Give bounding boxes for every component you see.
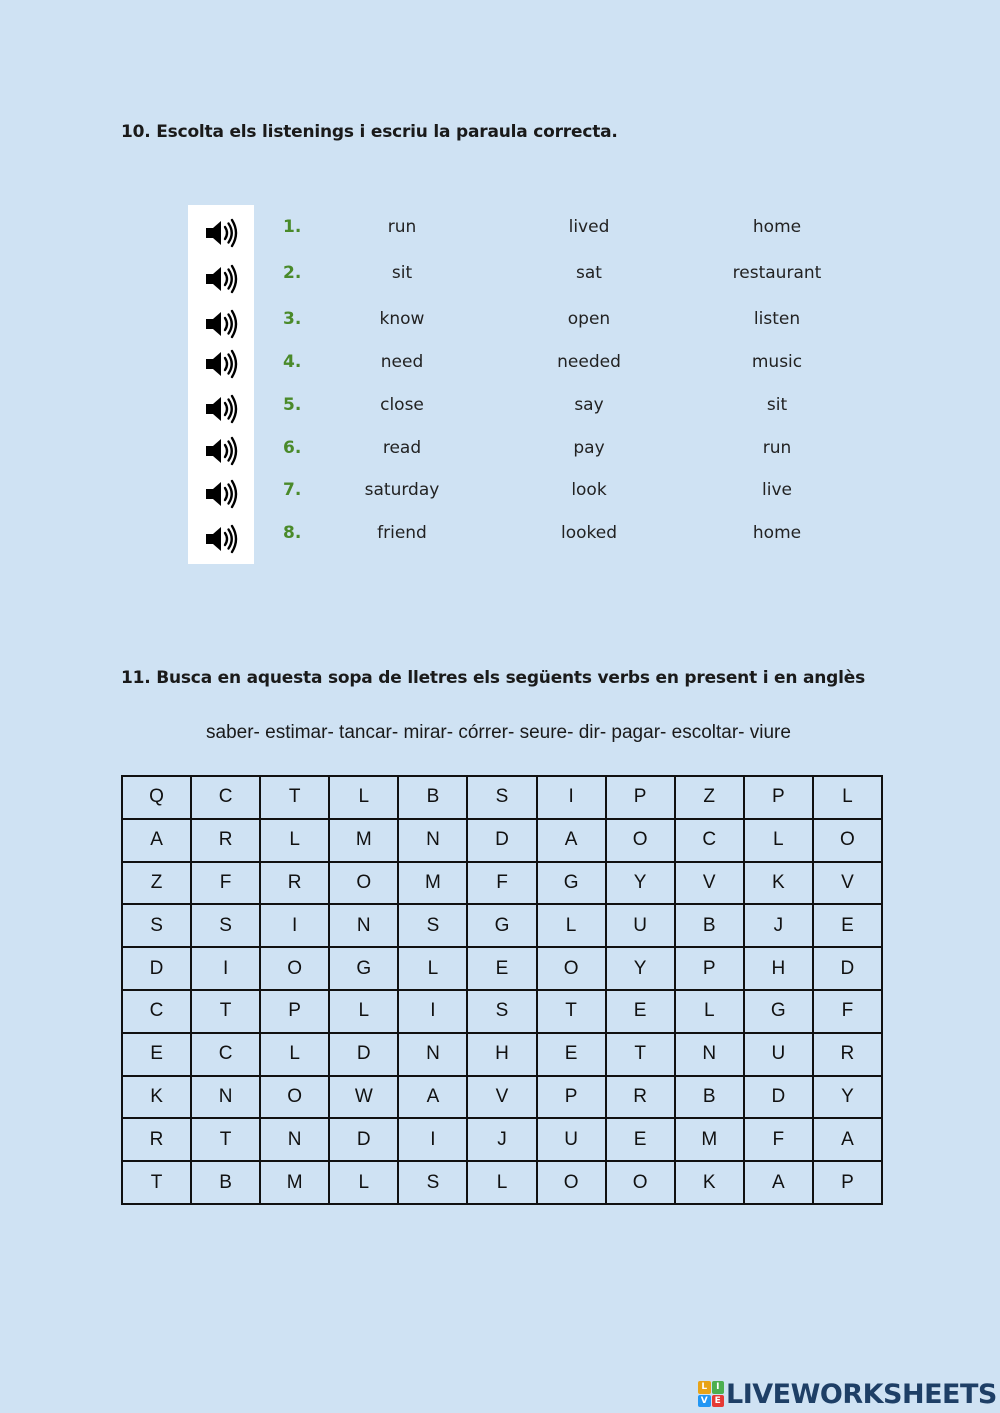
grid-cell[interactable]: D (329, 1118, 398, 1161)
word-option[interactable]: need (380, 352, 424, 372)
grid-cell[interactable]: P (537, 1076, 606, 1119)
row-number: 7. (283, 480, 302, 500)
speaker-icon[interactable] (188, 259, 254, 299)
grid-cell[interactable]: I (260, 904, 329, 947)
grid-cell[interactable]: O (537, 947, 606, 990)
grid-row (122, 1033, 882, 1076)
grid-cell[interactable]: E (606, 990, 675, 1033)
row-number: 5. (283, 395, 302, 415)
speaker-icon[interactable] (188, 213, 254, 253)
grid-cell[interactable]: V (675, 862, 744, 905)
grid-cell[interactable]: T (191, 990, 260, 1033)
word-option[interactable]: music (751, 352, 803, 372)
grid-cell[interactable]: Y (813, 1076, 882, 1119)
grid-cell[interactable]: R (122, 1118, 191, 1161)
logo-tile: I (712, 1381, 725, 1394)
grid-cell[interactable]: N (191, 1076, 260, 1119)
grid-cell[interactable]: P (744, 776, 813, 819)
grid-cell[interactable]: T (260, 776, 329, 819)
grid-cell[interactable]: U (537, 1118, 606, 1161)
grid-row (122, 990, 882, 1033)
grid-row (122, 904, 882, 947)
grid-cell[interactable]: K (675, 1161, 744, 1204)
word-option[interactable]: live (762, 480, 792, 500)
grid-cell[interactable]: S (398, 904, 467, 947)
logo-tile: V (698, 1395, 711, 1408)
grid-cell[interactable]: Z (122, 862, 191, 905)
grid-cell[interactable]: P (260, 990, 329, 1033)
exercise-10-heading: 10. Escolta els listenings i escriu la paraula correcta. (121, 122, 618, 142)
grid-cell[interactable]: Z (675, 776, 744, 819)
grid-cell[interactable]: Y (606, 947, 675, 990)
grid-cell[interactable]: L (329, 990, 398, 1033)
grid-cell[interactable]: R (813, 1033, 882, 1076)
grid-row (122, 947, 882, 990)
grid-cell[interactable]: N (398, 819, 467, 862)
grid-cell[interactable]: A (744, 1161, 813, 1204)
grid-cell[interactable]: B (675, 904, 744, 947)
grid-cell[interactable]: C (675, 819, 744, 862)
row-number: 8. (283, 523, 302, 543)
word-option[interactable]: sit (391, 263, 413, 283)
word-option[interactable]: run (762, 438, 792, 458)
word-option[interactable]: sit (766, 395, 788, 415)
word-option[interactable]: look (571, 480, 607, 500)
grid-cell[interactable]: K (122, 1076, 191, 1119)
grid-cell[interactable]: L (675, 990, 744, 1033)
grid-cell[interactable]: V (813, 862, 882, 905)
grid-cell[interactable]: L (398, 947, 467, 990)
grid-cell[interactable]: F (467, 862, 536, 905)
grid-cell[interactable]: M (398, 862, 467, 905)
grid-cell[interactable]: D (122, 947, 191, 990)
grid-cell[interactable]: G (537, 862, 606, 905)
grid-cell[interactable]: U (606, 904, 675, 947)
grid-cell[interactable]: M (329, 819, 398, 862)
grid-cell[interactable]: L (329, 1161, 398, 1204)
row-number: 3. (283, 309, 302, 329)
grid-cell[interactable]: R (191, 819, 260, 862)
verbs-list: saber- estimar- tancar- mirar- córrer- seure- dir- pagar- escoltar- viure (206, 722, 791, 743)
grid-cell[interactable]: O (260, 1076, 329, 1119)
logo-tile: E (712, 1395, 725, 1408)
word-option[interactable]: restaurant (732, 263, 822, 283)
speaker-icon[interactable] (188, 431, 254, 471)
grid-cell[interactable]: L (329, 776, 398, 819)
grid-cell[interactable]: I (537, 776, 606, 819)
grid-cell[interactable]: F (813, 990, 882, 1033)
grid-cell[interactable]: S (467, 990, 536, 1033)
grid-cell[interactable]: O (329, 862, 398, 905)
logo-tile: L (698, 1381, 711, 1394)
row-number: 1. (283, 217, 302, 237)
word-option[interactable]: sat (576, 263, 602, 283)
grid-cell[interactable]: A (398, 1076, 467, 1119)
grid-cell[interactable]: D (329, 1033, 398, 1076)
grid-cell[interactable]: P (675, 947, 744, 990)
grid-cell[interactable]: E (467, 947, 536, 990)
grid-cell[interactable]: J (467, 1118, 536, 1161)
grid-row (122, 776, 882, 819)
grid-cell[interactable]: M (260, 1161, 329, 1204)
grid-cell[interactable]: C (122, 990, 191, 1033)
grid-cell[interactable]: B (675, 1076, 744, 1119)
grid-row (122, 862, 882, 905)
word-option[interactable]: saturday (364, 480, 440, 500)
grid-cell[interactable]: O (606, 819, 675, 862)
grid-cell[interactable]: A (122, 819, 191, 862)
grid-cell[interactable]: F (744, 1118, 813, 1161)
liveworksheets-logo (698, 1378, 997, 1410)
logo-mark-icon (698, 1381, 724, 1407)
speaker-icon[interactable] (188, 389, 254, 429)
grid-cell[interactable]: U (744, 1033, 813, 1076)
word-option[interactable]: listen (753, 309, 801, 329)
speaker-icon[interactable] (188, 474, 254, 514)
grid-cell[interactable]: H (467, 1033, 536, 1076)
grid-cell[interactable]: T (606, 1033, 675, 1076)
grid-cell[interactable]: M (675, 1118, 744, 1161)
grid-cell[interactable]: N (398, 1033, 467, 1076)
grid-cell[interactable]: S (191, 904, 260, 947)
grid-cell[interactable]: J (744, 904, 813, 947)
grid-cell[interactable]: N (329, 904, 398, 947)
word-option[interactable]: know (379, 309, 425, 329)
word-option[interactable]: needed (557, 352, 621, 372)
word-option[interactable]: pay (573, 438, 605, 458)
word-option[interactable]: home (752, 217, 802, 237)
grid-cell[interactable]: O (606, 1161, 675, 1204)
grid-cell[interactable]: A (537, 819, 606, 862)
row-number: 6. (283, 438, 302, 458)
grid-cell[interactable]: L (260, 1033, 329, 1076)
grid-cell[interactable]: G (329, 947, 398, 990)
grid-cell[interactable]: L (813, 776, 882, 819)
grid-cell[interactable]: N (260, 1118, 329, 1161)
word-option[interactable]: friend (377, 523, 427, 543)
grid-cell[interactable]: S (467, 776, 536, 819)
grid-cell[interactable]: O (813, 819, 882, 862)
grid-cell[interactable]: E (537, 1033, 606, 1076)
speaker-icon[interactable] (188, 344, 254, 384)
grid-cell[interactable]: Y (606, 862, 675, 905)
grid-cell[interactable]: F (191, 862, 260, 905)
grid-cell[interactable]: V (467, 1076, 536, 1119)
word-option[interactable]: read (382, 438, 422, 458)
grid-cell[interactable]: E (606, 1118, 675, 1161)
grid-cell[interactable]: I (398, 990, 467, 1033)
grid-cell[interactable]: L (744, 819, 813, 862)
grid-cell[interactable]: P (813, 1161, 882, 1204)
grid-cell[interactable]: D (813, 947, 882, 990)
grid-cell[interactable]: B (191, 1161, 260, 1204)
grid-cell[interactable]: L (537, 904, 606, 947)
speaker-icon[interactable] (188, 519, 254, 559)
grid-cell[interactable]: S (122, 904, 191, 947)
grid-row (122, 1161, 882, 1204)
grid-cell[interactable]: I (191, 947, 260, 990)
word-option[interactable]: looked (560, 523, 617, 543)
grid-row (122, 1076, 882, 1119)
exercise-11-heading: 11. Busca en aquesta sopa de lletres els següents verbs en present i en anglès (121, 668, 866, 688)
word-option[interactable]: lived (568, 217, 610, 237)
row-number: 4. (283, 352, 302, 372)
grid-cell[interactable]: O (537, 1161, 606, 1204)
grid-cell[interactable]: E (122, 1033, 191, 1076)
grid-cell[interactable]: R (606, 1076, 675, 1119)
grid-cell[interactable]: A (813, 1118, 882, 1161)
word-option[interactable]: home (752, 523, 802, 543)
grid-cell[interactable]: K (744, 862, 813, 905)
grid-cell[interactable]: T (537, 990, 606, 1033)
grid-cell[interactable]: H (744, 947, 813, 990)
grid-row (122, 1118, 882, 1161)
speaker-icon[interactable] (188, 304, 254, 344)
logo-text: LIVEWORKSHEETS (726, 1378, 997, 1410)
audio-player-column (188, 205, 254, 564)
grid-cell[interactable]: S (398, 1161, 467, 1204)
word-option[interactable]: say (574, 395, 604, 415)
grid-cell[interactable]: L (260, 819, 329, 862)
word-search-grid (121, 775, 883, 1205)
grid-cell[interactable]: G (744, 990, 813, 1033)
grid-cell[interactable]: R (260, 862, 329, 905)
word-option[interactable]: close (380, 395, 424, 415)
word-option[interactable]: open (567, 309, 611, 329)
grid-cell[interactable]: C (191, 1033, 260, 1076)
grid-row (122, 819, 882, 862)
grid-cell[interactable]: I (398, 1118, 467, 1161)
grid-cell[interactable]: T (122, 1161, 191, 1204)
grid-cell[interactable]: T (191, 1118, 260, 1161)
grid-cell[interactable]: O (260, 947, 329, 990)
grid-cell[interactable]: G (467, 904, 536, 947)
grid-cell[interactable]: C (191, 776, 260, 819)
grid-cell[interactable]: W (329, 1076, 398, 1119)
grid-cell[interactable]: Q (122, 776, 191, 819)
grid-cell[interactable]: D (467, 819, 536, 862)
grid-cell[interactable]: D (744, 1076, 813, 1119)
word-option[interactable]: run (387, 217, 417, 237)
grid-cell[interactable]: E (813, 904, 882, 947)
row-number: 2. (283, 263, 302, 283)
grid-cell[interactable]: L (467, 1161, 536, 1204)
grid-cell[interactable]: P (606, 776, 675, 819)
grid-cell[interactable]: B (398, 776, 467, 819)
grid-cell[interactable]: N (675, 1033, 744, 1076)
